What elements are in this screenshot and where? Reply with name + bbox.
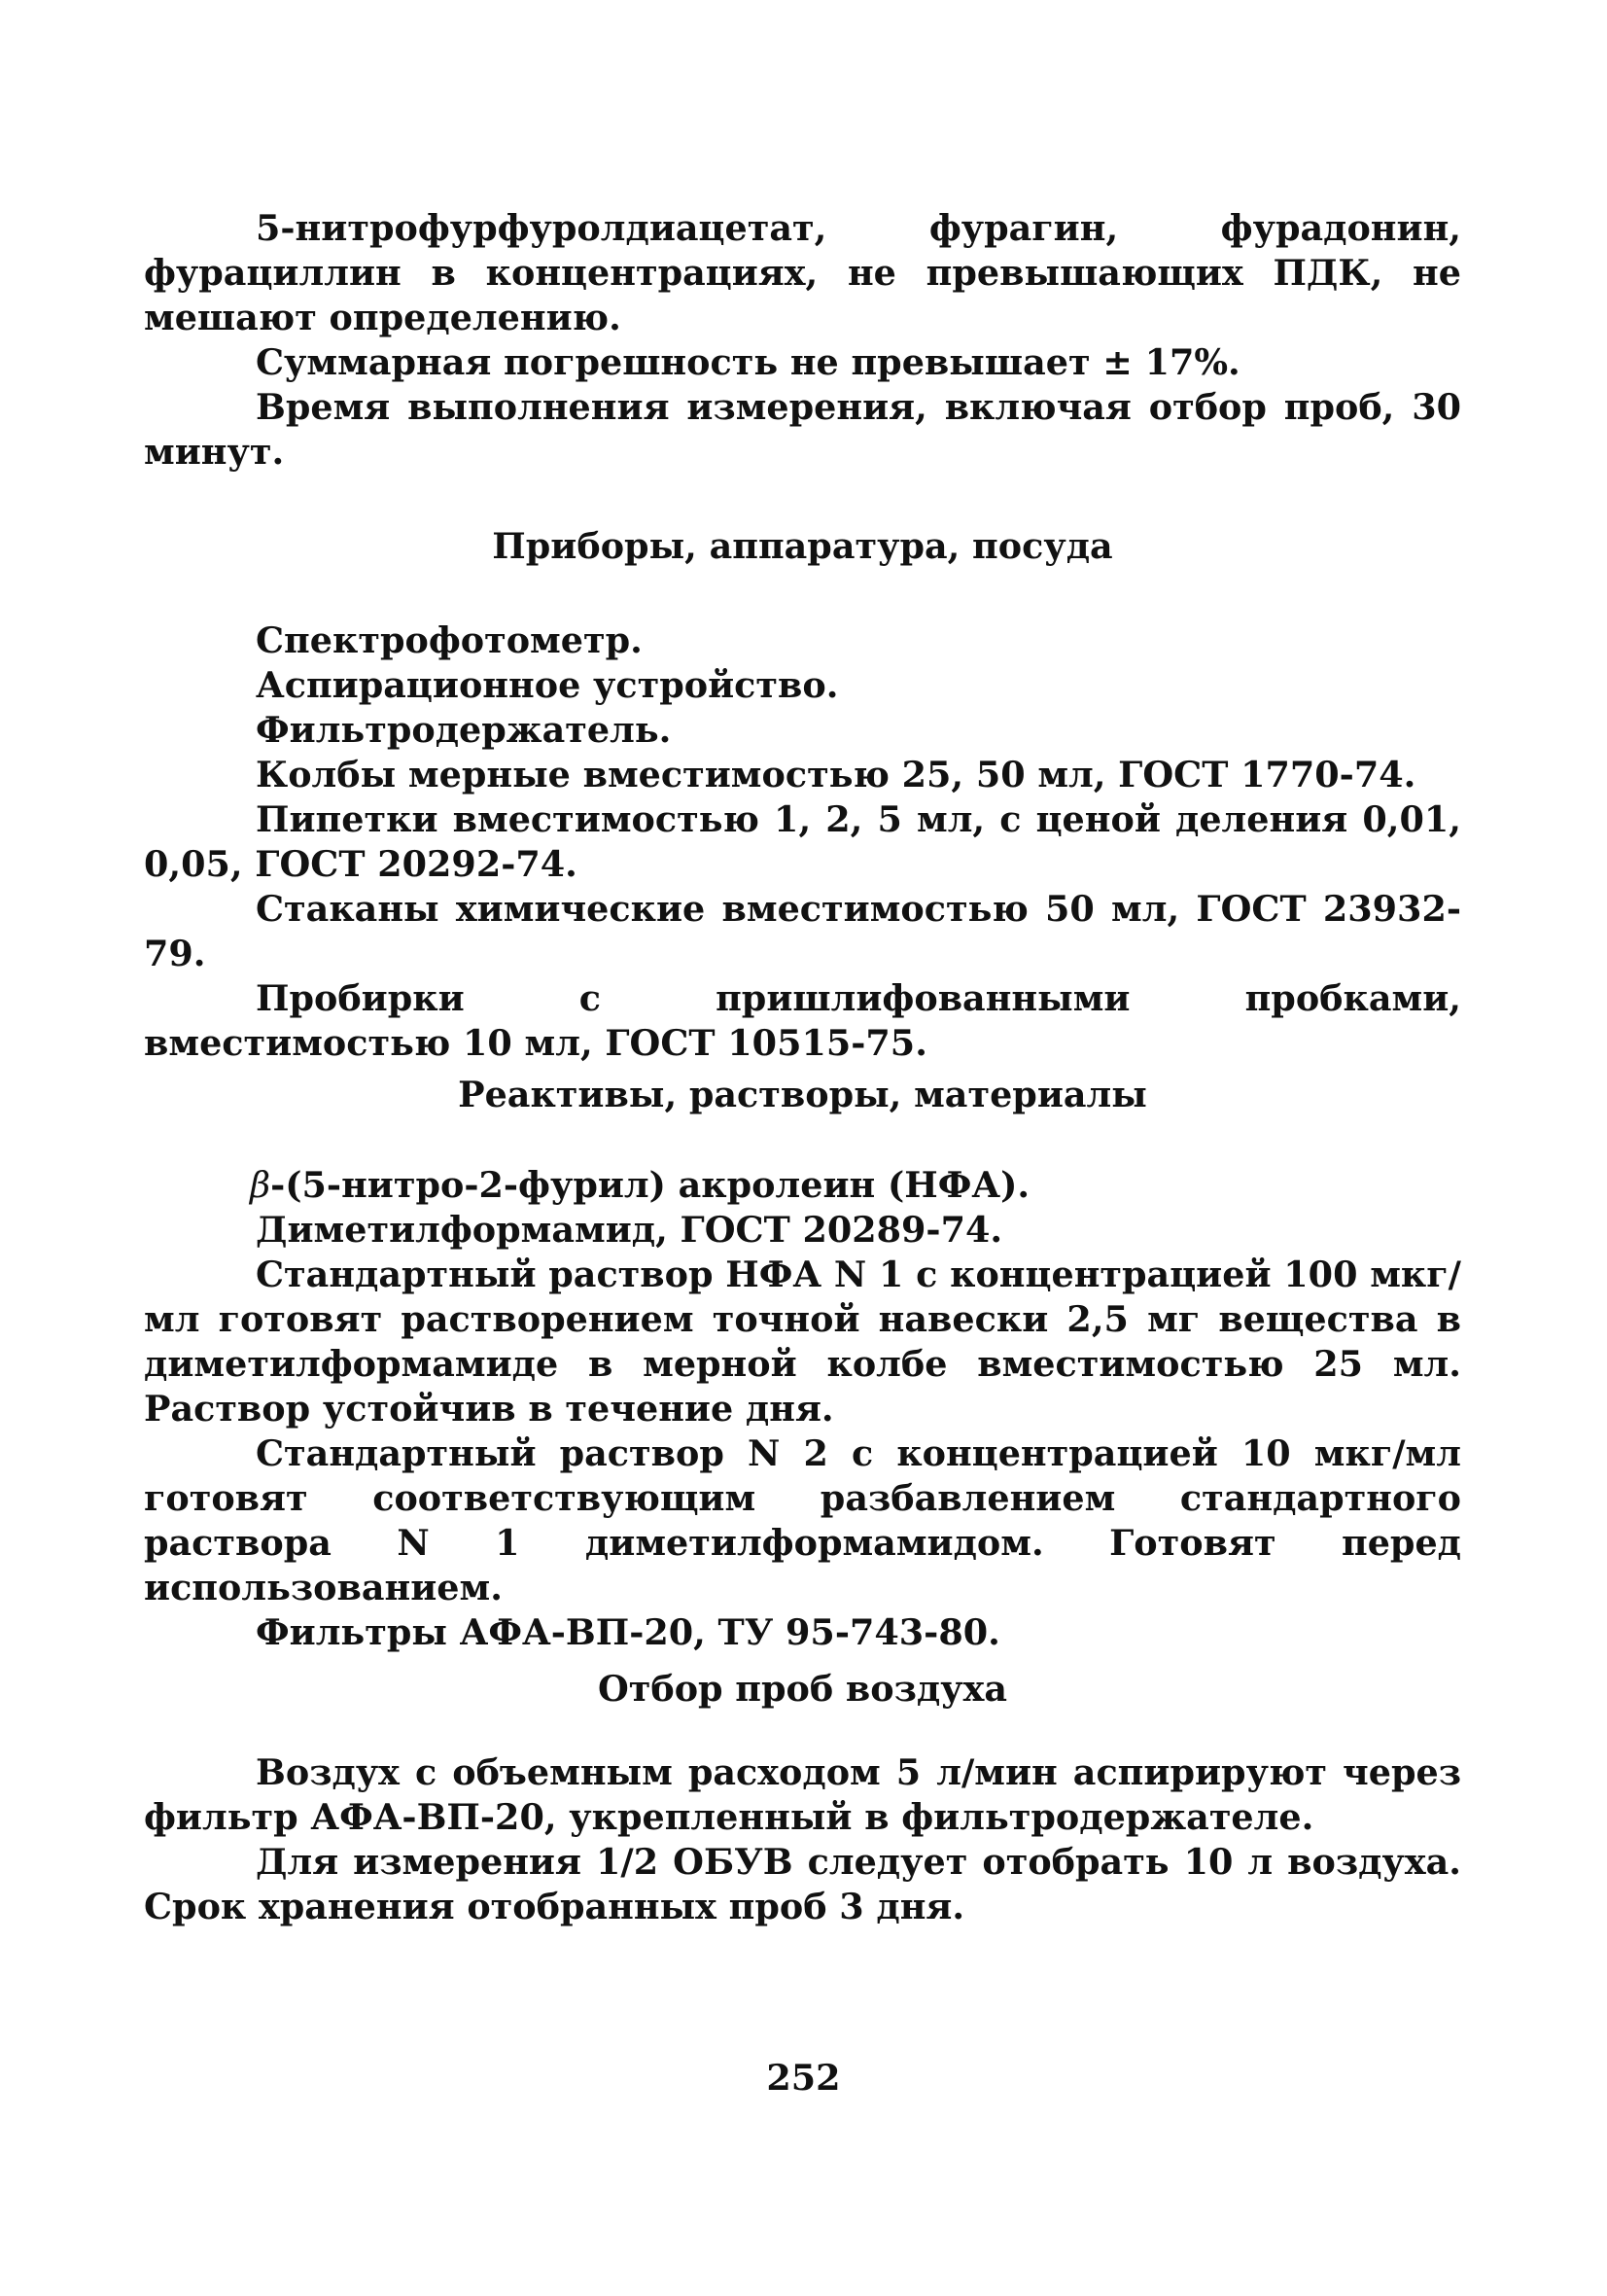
instrument-item: Фильтродержатель. (256, 709, 672, 751)
reagent-item-nfa-text: -(5-нитро-2-фурил) акролеин (НФА). (270, 1164, 1031, 1206)
heading-reagents: Реактивы, растворы, материалы (458, 1074, 1147, 1115)
sampling-block (144, 1750, 1461, 1929)
instrument-item: Аспирационное устройство. (256, 664, 839, 706)
instrument-item: Стаканы химические вместимостью 50 мл, ГОСТ 23932-79. (144, 888, 1461, 974)
reagent-item-standard-1: Стандартный раствор НФА N 1 с концентрацией 100 мкг/мл готовят растворением точной навески 2,5 мг вещества в диметилформамиде в мерной колбе вместимостью 25 мл. Раствор устойчив в течение дня. (144, 1254, 1461, 1430)
instrument-item: Пробирки с пришлифованными пробками, вместимостью 10 мл, ГОСТ 10515-75. (144, 977, 1461, 1064)
intro-paragraph-time: Время выполнения измерения, включая отбор проб, 30 минут. (144, 386, 1461, 473)
instrument-item: Пипетки вместимостью 1, 2, 5 мл, с ценой деления 0,01, 0,05, ГОСТ 20292-74. (144, 798, 1461, 885)
reagents-list (144, 1163, 1461, 1655)
reagent-item-dmf: Диметилформамид, ГОСТ 20289-74. (256, 1209, 1003, 1251)
reagent-item-nfa (144, 1163, 1461, 1208)
beta-symbol: β (250, 1164, 271, 1206)
instruments-list (144, 618, 1461, 1066)
sampling-paragraph-flow: Воздух с объемным расходом 5 л/мин аспирируют через фильтр АФА-ВП-20, укрепленный в фильтродержателе. (144, 1751, 1461, 1838)
instrument-item: Колбы мерные вместимостью 25, 50 мл, ГОСТ 1770-74. (256, 754, 1416, 795)
intro-paragraph-interference: 5-нитрофурфуролдиацетат, фурагин, фурадонин, фурациллин в концентрациях, не превышающих ПДК, не мешают определению. (144, 207, 1461, 338)
intro-paragraph-error: Суммарная погрешность не превышает ± 17%. (256, 341, 1240, 383)
sampling-paragraph-storage: Для измерения 1/2 ОБУВ следует отобрать 10 л воздуха. Срок хранения отобранных проб 3 дня. (144, 1841, 1461, 1927)
heading-sampling: Отбор проб воздуха (597, 1668, 1008, 1710)
heading-instruments: Приборы, аппаратура, посуда (492, 525, 1113, 567)
reagent-item-standard-2: Стандартный раствор N 2 с концентрацией 10 мкг/мл готовят соответствующим разбавлением стандартного раствора N 1 диметилформамидом. Готовят перед использованием. (144, 1432, 1461, 1608)
page-number: 252 (766, 2057, 841, 2099)
intro-block (144, 206, 1461, 475)
instrument-item: Спектрофотометр. (256, 619, 643, 661)
reagent-item-filters: Фильтры АФА-ВП-20, ТУ 95-743-80. (256, 1611, 1000, 1653)
